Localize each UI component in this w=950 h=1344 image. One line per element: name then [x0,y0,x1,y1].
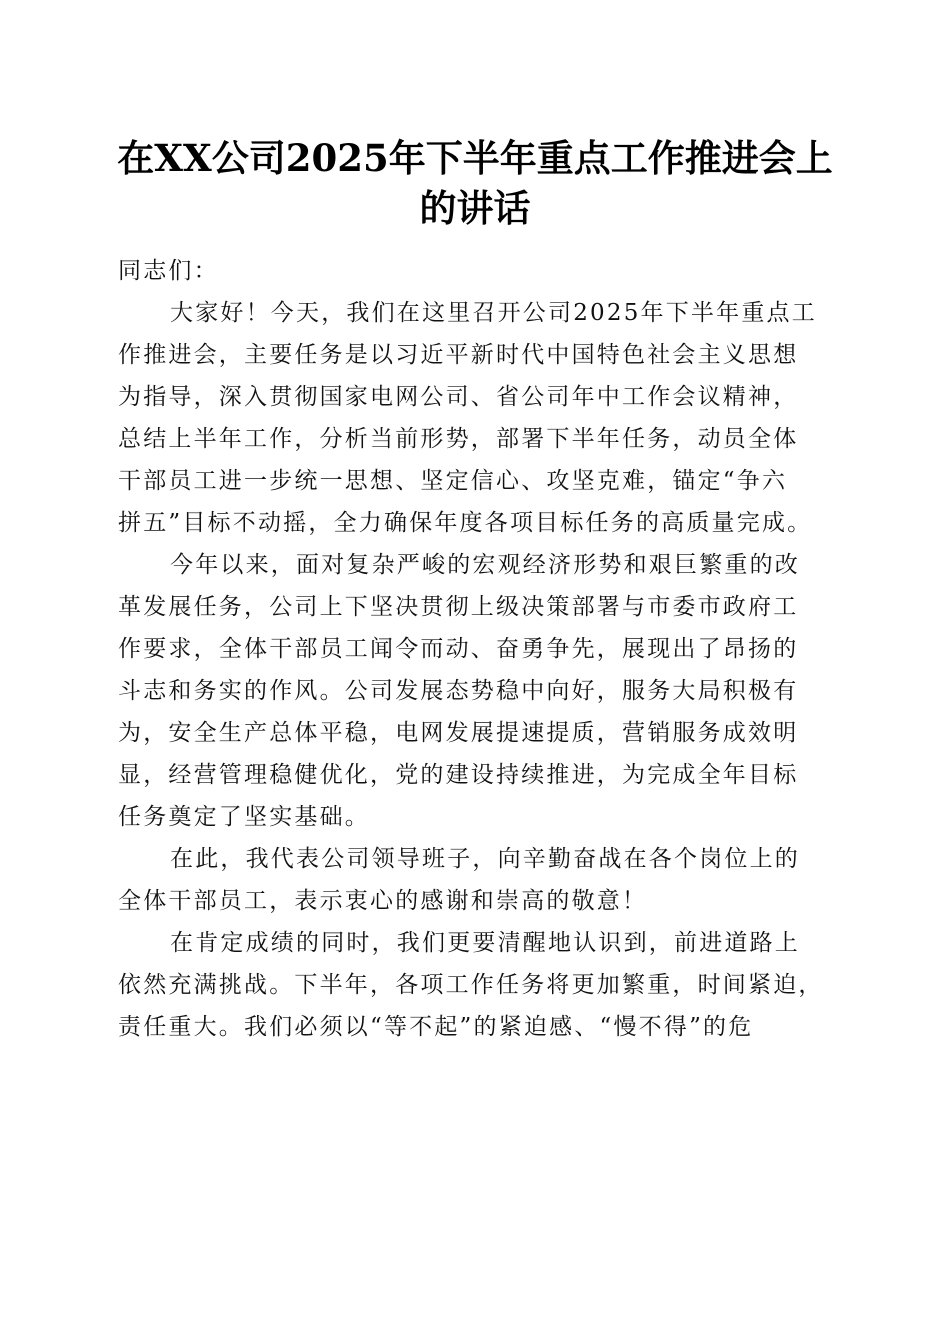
paragraph-2-line: 今年以来，面对复杂严峻的宏观经济形势和艰巨繁重的改 [170,552,800,578]
title-line-2: 的讲话 [419,186,531,230]
title-line-1: 在XX公司2025年下半年重点工作推进会上 [117,136,833,180]
paragraph-2-line: 斗志和务实的作风。公司发展态势稳中向好，服务大局积极有 [118,678,799,704]
paragraph-3-line: 在此，我代表公司领导班子，向辛勤奋战在各个岗位上的 [170,846,800,872]
paragraph-1-line: 为指导，深入贯彻国家电网公司、省公司年中工作会议精神， [118,384,799,410]
paragraph-1-line: 干部员工进一步统一思想、坚定信心、攻坚克难，锚定“争六 [118,468,788,494]
paragraph-4-line: 依然充满挑战。下半年，各项工作任务将更加繁重，时间紧迫， [118,972,824,998]
document-title [100,133,850,233]
paragraph-2-line: 作要求，全体干部员工闻令而动、奋勇争先，展现出了昂扬的 [118,636,799,662]
paragraph-2-line: 革发展任务，公司上下坚决贯彻上级决策部署与市委市政府工 [118,594,799,620]
paragraph-2-line: 为，安全生产总体平稳，电网发展提速提质，营销服务成效明 [118,720,799,746]
paragraph-1-line: 大家好！今天，我们在这里召开公司2025年下半年重点工 [170,300,817,326]
paragraph-1-line: 作推进会，主要任务是以习近平新时代中国特色社会主义思想 [118,342,799,368]
document-body [118,250,830,1048]
paragraph-3-line: 全体干部员工，表示衷心的感谢和崇高的敬意！ [118,888,648,914]
paragraph-4-line: 责任重大。我们必须以“等不起”的紧迫感、“慢不得”的危 [118,1014,754,1040]
paragraph-2-line: 任务奠定了坚实基础。 [118,804,370,830]
paragraph-1-line: 拼五”目标不动摇，全力确保年度各项目标任务的高质量完成。 [118,510,813,536]
paragraph-2-line: 显，经营管理稳健优化，党的建设持续推进，为完成全年目标 [118,762,799,788]
salutation: 同志们： [118,258,219,284]
paragraph-4-line: 在肯定成绩的同时，我们更要清醒地认识到，前进道路上 [170,930,800,956]
paragraph-1-line: 总结上半年工作，分析当前形势，部署下半年任务，动员全体 [118,426,799,452]
